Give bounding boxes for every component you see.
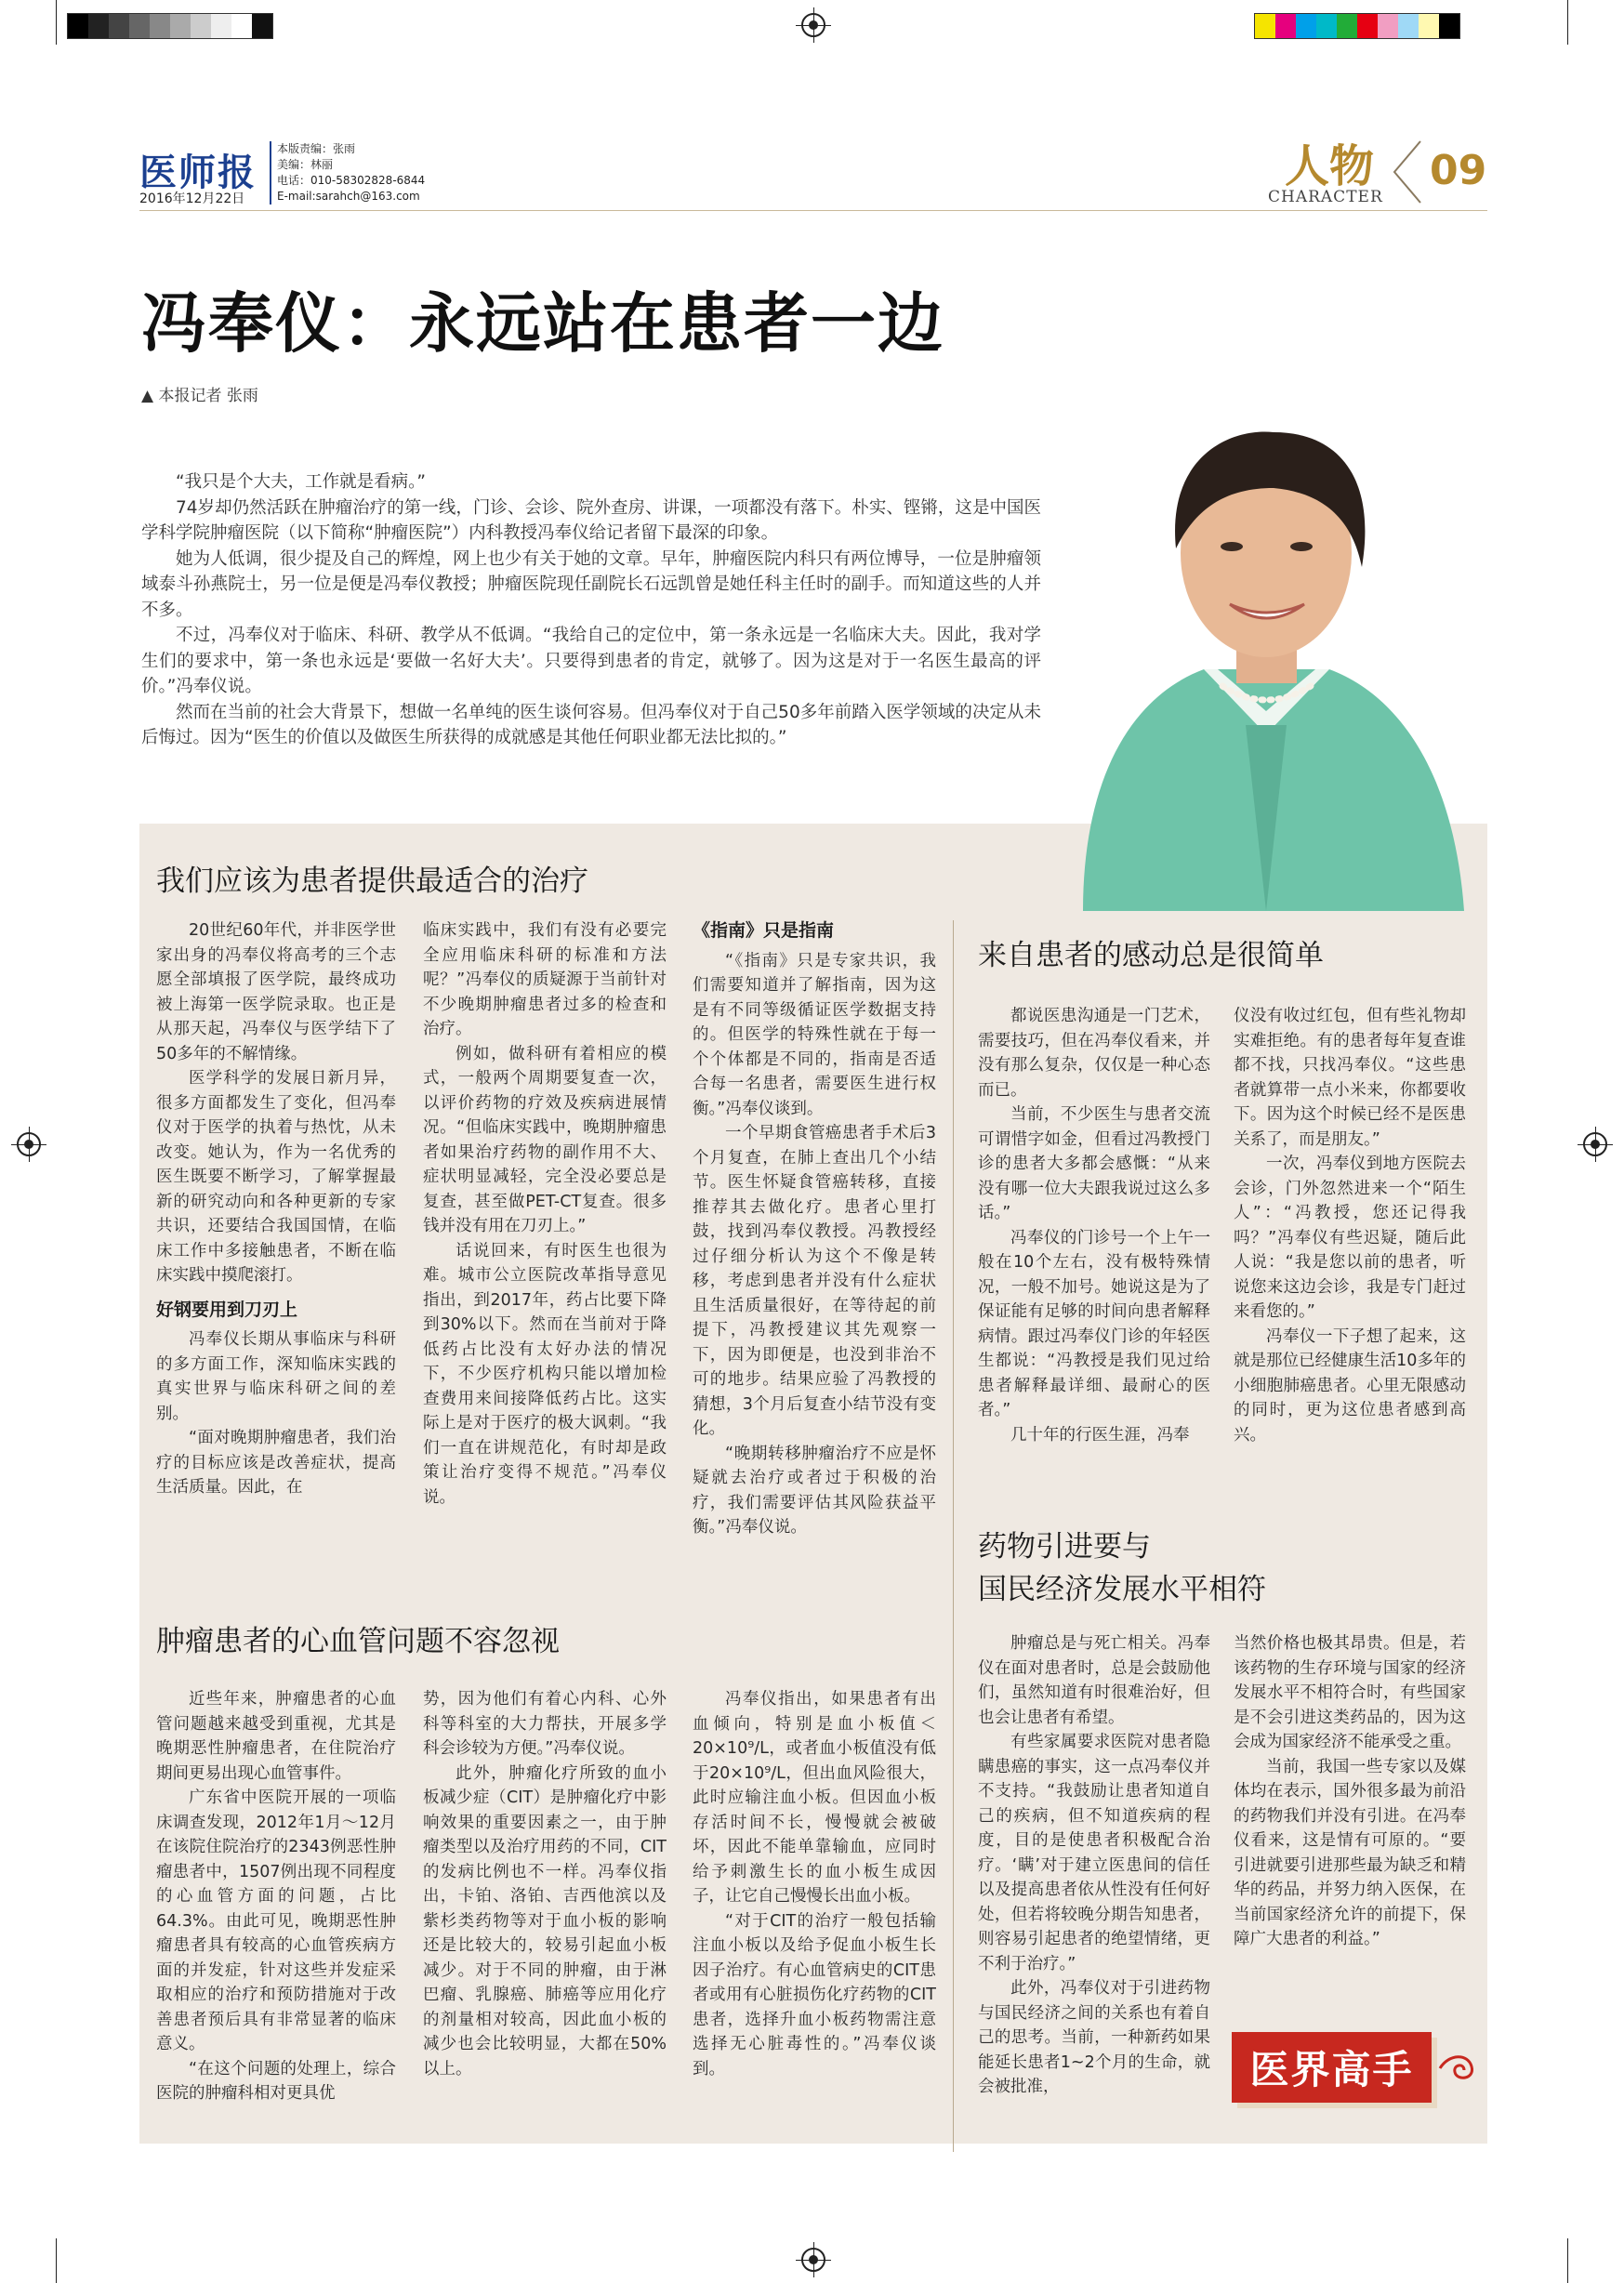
paragraph: 近些年来，肿瘤患者的心血管问题越来越受到重视，尤其是晚期恶性肿瘤患者，在住院治疗期间更易出现心血管事件。 — [156, 1690, 396, 1783]
paragraph: 冯奉仪的门诊号一个上午一般在10个左右，没有极特殊情况，一般不加号。她说这是为了保证能有足够的时间向患者解释病情。跟过冯奉仪门诊的年轻医生都说：“冯教授是我们见过给患者解释最详细、最耐心的医者。” — [978, 1228, 1210, 1419]
paragraph: “面对晚期肿瘤患者，我们治疗的目标应该是改善症状，提高生活质量。因此，在 — [156, 1429, 396, 1497]
newspaper-logo: 医师报 — [139, 151, 257, 194]
paragraph: “在这个问题的处理上，综合医院的肿瘤科相对更具优 — [156, 2059, 396, 2103]
section-title: 药物引进要与 — [978, 1530, 1151, 1564]
intro-paragraph: 然而在当前的社会大背景下，想做一名单纯的医生谈何容易。但冯奉仪对于自己50多年前踏入医学领域的决定从未后悔过。因为“医生的价值以及做医生所获得的成就感是其他任何职业都无法比拟的。” — [141, 702, 1041, 747]
color-calibration-strip — [1254, 13, 1460, 39]
paragraph: 当前，我国一些专家以及媒体均在表示，国外很多最为前沿的药物我们并没有引进。在冯奉仪看来，这是情有可原的。“要引进就要引进那些最为缺乏和精华的药品，并努力纳入医保，在当前国家经济允许的前提下，保障广大患者的利益。” — [1234, 1757, 1466, 1948]
paragraph: 有些家属要求医院对患者隐瞒患癌的事实，这一点冯奉仪并不支持。“我鼓励让患者知道自己的疾病，但不知道疾病的程度，目的是使患者积极配合治疗。‘瞒’对于建立医患间的信任以及提高患者依从性没有任何好处，但若将较晚分期告知患者，则容易引起患者的绝望情绪，更不利于治疗。” — [978, 1733, 1210, 1973]
column-stamp: 医界高手 — [1232, 2032, 1432, 2103]
article-column — [978, 1004, 1210, 1447]
article-headline: 冯奉仪：永远站在患者一边 — [141, 284, 944, 362]
paragraph: 当然价格也极其昂贵。但是，若该药物的生存环境与国家的经济发展水平不相符合时，有些国家是不会引进这类药品的，因为这会成为国家经济不能承受之重。 — [1234, 1634, 1466, 1751]
swirl-ornament-icon — [1436, 2050, 1483, 2087]
section-title: 来自患者的感动总是很简单 — [978, 939, 1324, 972]
registration-mark-left — [17, 1132, 41, 1156]
article-column — [693, 918, 936, 1540]
article-column — [423, 918, 667, 1510]
editor-info — [270, 141, 425, 205]
page-number: 09 — [1430, 147, 1487, 194]
editor-line: 本版责编：张雨 — [277, 142, 356, 155]
registration-mark-right — [1583, 1132, 1607, 1156]
article-column — [693, 1687, 936, 2081]
paragraph: 话说回来，有时医生也很为难。城市公立医院改革指导意见指出，到2017年，药占比要下降到30%以下。然而在当前对于降低药占比没有太好办法的情况下，不少医疗机构只能以增加检查费用来间接降低药占比。这实际上是对于医疗的极大讽刺。“我们一直在讲规范化，有时却是政策让治疗变得不规范。”冯奉仪说。 — [423, 1241, 667, 1507]
intro-paragraph: 不过，冯奉仪对于临床、科研、教学从不低调。“我给自己的定位中，第一条永远是一名临床大夫。因此，我对学生们的要求中，第一条也永远是‘要做一名好大夫’。只要得到患者的肯定，就够了。因为这是对于一名医生最高的评价。”冯奉仪说。 — [141, 626, 1041, 696]
intro-paragraph: 她为人低调，很少提及自己的辉煌，网上也少有关于她的文章。早年，肿瘤医院内科只有两位博导，一位是肿瘤领域泰斗孙燕院士，另一位是便是冯奉仪教授；肿瘤医院现任副院长石远凯曾是她任科主任时的副手。而知道这些的人并不多。 — [141, 548, 1041, 620]
column-divider — [953, 920, 954, 2152]
intro-paragraph: “我只是个大夫，工作就是看病。” — [176, 472, 426, 492]
registration-mark-bottom — [801, 2248, 825, 2272]
article-column — [423, 1687, 667, 2081]
crop-mark — [1567, 0, 1568, 45]
article-intro — [141, 469, 1041, 751]
paragraph: 当前，不少医生与患者交流可谓惜字如金，但看过冯教授门诊的患者大多都会感慨：“从来没有哪一位大夫跟我说过这么多话。” — [978, 1105, 1210, 1222]
subsection-title: 《指南》只是指南 — [693, 920, 835, 941]
article-column — [1234, 1004, 1466, 1447]
section-name: 人物 — [1285, 140, 1375, 192]
issue-date: 2016年12月22日 — [139, 191, 245, 206]
paragraph: “对于CIT的治疗一般包括输注血小板以及给予促血小板生长因子治疗。有心血管病史的CIT患者或用有心脏损伤化疗药物的CIT患者，选择升血小板药物需注意选择无心脏毒性的。”冯奉仪谈到。 — [693, 1911, 936, 2078]
article-column — [156, 1687, 396, 2106]
paragraph: 冯奉仪长期从事临床与科研的多方面工作，深知临床实践的真实世界与临床科研之间的差别。 — [156, 1330, 396, 1423]
paragraph: “晚期转移肿瘤治疗不应是怀疑就去治疗或者过于积极的治疗，我们需要评估其风险获益平衡。”冯奉仪说。 — [693, 1444, 936, 1537]
portrait-photo — [1046, 390, 1487, 911]
grayscale-calibration-strip — [67, 13, 273, 39]
paragraph: 临床实践中，我们有没有必要完全应用临床科研的标准和方法呢？”冯奉仪的质疑源于当前针对不少晚期肿瘤患者过多的检查和治疗。 — [423, 921, 667, 1038]
editor-line: 美编：林丽 — [277, 158, 334, 171]
subsection-title: 好钢要用到刀刃上 — [156, 1299, 298, 1320]
paragraph: 肿瘤总是与死亡相关。冯奉仪在面对患者时，总是会鼓励他们，虽然知道有时很难治好，但也会让患者有希望。 — [978, 1634, 1210, 1727]
paragraph: 都说医患沟通是一门艺术，需要技巧，但在冯奉仪看来，并没有那么复杂，仅仅是一种心态而已。 — [978, 1007, 1210, 1100]
article-column — [978, 1631, 1210, 2100]
paragraph: “《指南》只是专家共识，我们需要知道并了解指南，因为这是有不同等级循证医学数据支持的。但医学的特殊性就在于每一个个体都是不同的，指南是否适合每一名患者，需要医生进行权衡。”冯奉仪谈到。 — [693, 951, 936, 1118]
paragraph: 例如，做科研有着相应的模式，一般两个周期要复查一次，以评价药物的疗效及疾病进展情况。“但临床实践中，晚期肿瘤患者如果治疗药物的副作用不大、症状明显减轻，完全没必要总是复查，甚至做PET-CT复查。很多钱并没有用在刀刃上。” — [423, 1044, 667, 1235]
paragraph: 冯奉仪一下子想了起来，这就是那位已经健康生活10多年的小细胞肺癌患者。心里无限感动的同时，更为这位患者感到高兴。 — [1234, 1326, 1466, 1445]
paragraph: 几十年的行医生涯，冯奉 — [1010, 1425, 1190, 1445]
paragraph: 冯奉仪指出，如果患者有出血倾向，特别是血小板值＜20×10⁹/L，或者血小板值没有低于20×10⁹/L，但出血风险很大，此时应输注血小板。但因血小板存活时间不长，慢慢就会被破坏，因此不能单靠输血，应同时给予刺激生长的血小板生成因子，让它自己慢慢长出血小板。 — [693, 1690, 936, 1906]
intro-paragraph: 74岁却仍然活跃在肿瘤治疗的第一线，门诊、会诊、院外查房、讲课，一项都没有落下。朴实、铿锵，这是中国医学科学院肿瘤医院（以下简称“肿瘤医院”）内科教授冯奉仪给记者留下最深的印象。 — [141, 497, 1041, 543]
paragraph: 一次，冯奉仪到地方医院去会诊，门外忽然进来一个“陌生人”：“冯教授，您还记得我吗？”冯奉仪有些迟疑，随后此人说：“我是您以前的患者，听说您来这边会诊，我是专门赶过来看您的。” — [1234, 1155, 1466, 1321]
section-name-english: CHARACTER — [1268, 188, 1383, 206]
paragraph: 20世纪60年代，并非医学世家出身的冯奉仪将高考的三个志愿全部填报了医学院，最终成功被上海第一医学院录取。也正是从那天起，冯奉仪与医学结下了50多年的不解情缘。 — [156, 921, 396, 1063]
paragraph: 势，因为他们有着心内科、心外科等科室的大力帮扶，开展多学科会诊较为方便。”冯奉仪说。 — [423, 1690, 667, 1758]
header-divider — [139, 210, 1487, 211]
section-title: 我们应该为患者提供最适合的治疗 — [156, 864, 588, 898]
section-title: 国民经济发展水平相符 — [978, 1573, 1266, 1606]
editor-line: 电话：010-58302828-6844 — [277, 174, 426, 187]
paragraph: 一个早期食管癌患者手术后3个月复查，在肺上查出几个小结节。医生怀疑食管癌转移，直接推荐其去做化疗。患者心里打鼓，找到冯奉仪教授。冯教授经过仔细分析认为这个不像是转移，考虑到患者并没有什么症状且生活质量很好，在等待起的前提下，冯教授建议其先观察一下，因为即便是，也没到非治不可的地步。结果应验了冯教授的猜想，3个月后复查小结节没有变化。 — [693, 1124, 936, 1438]
crop-mark — [1567, 2238, 1568, 2283]
registration-mark-top — [801, 13, 825, 37]
crop-mark — [56, 0, 57, 45]
chevron-left-icon — [1391, 139, 1424, 205]
byline: ▲ 本报记者 张雨 — [141, 387, 258, 405]
paragraph: 广东省中医院开展的一项临床调查发现，2012年1月～12月在该院住院治疗的2343例恶性肿瘤患者中，1507例出现不同程度的心血管方面的问题，占比64.3%。由此可见，晚期恶性肿瘤患者具有较高的心血管疾病方面的并发症，针对这些并发症采取相应的治疗和预防措施对于改善患者预后具有非常显著的临床意义。 — [156, 1788, 396, 2053]
paragraph: 仪没有收过红包，但有些礼物却实难拒绝。有的患者每年复查谁都不找，只找冯奉仪。“这些患者就算带一点小米来，你都要收下。因为这个时候已经不是医患关系了，而是朋友。” — [1234, 1007, 1466, 1149]
paragraph: 医学科学的发展日新月异，很多方面都发生了变化，但冯奉仪对于医学的执着与热忱，从未改变。她认为，作为一名优秀的医生既要不断学习，了解掌握最新的研究动向和各种更新的专家共识，还要结合我国国情，在临床工作中多接触患者，不断在临床实践中摸爬滚打。 — [156, 1069, 396, 1285]
article-column — [1234, 1631, 1466, 1952]
editor-line: E-mail:sarahch@163.com — [277, 190, 420, 203]
paragraph: 此外，肿瘤化疗所致的血小板减少症（CIT）是肿瘤化疗中影响效果的重要因素之一，由于肿瘤类型以及治疗用药的不同，CIT的发病比例也不一样。冯奉仪指出，卡铂、洛铂、吉西他滨以及紫杉类药物等对于血小板的影响还是比较大的，较易引起血小板减少。对于不同的肿瘤，由于淋巴瘤、乳腺癌、肺癌等应用化疗的剂量相对较高，因此血小板的减少也会比较明显，大都在50%以上。 — [423, 1763, 667, 2078]
article-column — [156, 918, 396, 1500]
paragraph: 此外，冯奉仪对于引进药物与国民经济之间的关系也有着自己的思考。当前，一种新药如果能延长患者1~2个月的生命，就会被批准， — [978, 1979, 1210, 2096]
crop-mark — [56, 2238, 57, 2283]
section-title: 肿瘤患者的心血管问题不容忽视 — [156, 1625, 560, 1658]
